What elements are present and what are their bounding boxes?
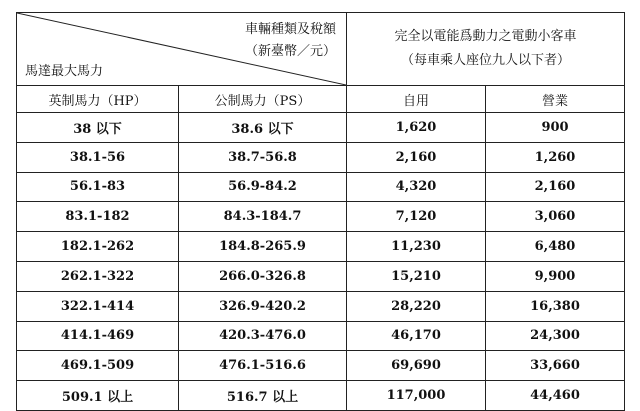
cell-commercial: 1,260 bbox=[486, 142, 625, 172]
cell-hp: 414.1-469 bbox=[17, 321, 179, 351]
col-header-hp: 英制馬力（HP） bbox=[17, 86, 179, 113]
diagonal-header-cell bbox=[17, 13, 347, 86]
cell-commercial: 44,460 bbox=[486, 381, 625, 411]
col-header-ps: 公制馬力（PS） bbox=[179, 86, 347, 113]
table-row bbox=[17, 291, 625, 321]
cell-ps: 516.7 以上 bbox=[179, 381, 347, 411]
cell-ps: 184.8-265.9 bbox=[179, 232, 347, 262]
cell-hp: 509.1 以上 bbox=[17, 381, 179, 411]
cell-commercial: 24,300 bbox=[486, 321, 625, 351]
table-row bbox=[17, 172, 625, 202]
tax-table bbox=[16, 12, 625, 411]
cell-commercial: 33,660 bbox=[486, 351, 625, 381]
cell-private: 7,120 bbox=[347, 202, 486, 232]
vehicle-type-header bbox=[245, 19, 336, 63]
cell-hp: 38.1-56 bbox=[17, 142, 179, 172]
cell-ps: 38.7-56.8 bbox=[179, 142, 347, 172]
table-row bbox=[17, 351, 625, 381]
cell-commercial: 16,380 bbox=[486, 291, 625, 321]
table-row bbox=[17, 142, 625, 172]
cell-commercial: 900 bbox=[486, 113, 625, 143]
table-row bbox=[17, 113, 625, 143]
vehicle-type-label: 車輛種類及稅額 bbox=[244, 22, 336, 37]
currency-label: （新臺幣／元） bbox=[244, 44, 336, 59]
cell-ps: 266.0-326.8 bbox=[179, 261, 347, 291]
ev-header-cell bbox=[347, 13, 625, 86]
tax-table-body bbox=[17, 13, 625, 411]
cell-hp: 322.1-414 bbox=[17, 291, 179, 321]
cell-commercial: 9,900 bbox=[486, 261, 625, 291]
cell-hp: 83.1-182 bbox=[17, 202, 179, 232]
cell-private: 28,220 bbox=[347, 291, 486, 321]
cell-private: 1,620 bbox=[347, 113, 486, 143]
cell-private: 117,000 bbox=[347, 381, 486, 411]
cell-private: 11,230 bbox=[347, 232, 486, 262]
cell-hp: 262.1-322 bbox=[17, 261, 179, 291]
table-row bbox=[17, 381, 625, 411]
cell-commercial: 6,480 bbox=[486, 232, 625, 262]
cell-commercial: 2,160 bbox=[486, 172, 625, 202]
cell-private: 2,160 bbox=[347, 142, 486, 172]
cell-private: 15,210 bbox=[347, 261, 486, 291]
cell-ps: 326.9-420.2 bbox=[179, 291, 347, 321]
table-row bbox=[17, 321, 625, 351]
ev-title: 完全以電能爲動力之電動小客車 bbox=[394, 29, 577, 44]
cell-ps: 420.3-476.0 bbox=[179, 321, 347, 351]
cell-private: 69,690 bbox=[347, 351, 486, 381]
horsepower-label: 馬達最大馬力 bbox=[25, 64, 104, 79]
col-header-commercial: 營業 bbox=[486, 86, 625, 113]
header-row-1 bbox=[17, 13, 625, 86]
cell-hp: 469.1-509 bbox=[17, 351, 179, 381]
cell-commercial: 3,060 bbox=[486, 202, 625, 232]
header-row-2 bbox=[17, 86, 625, 113]
table-row bbox=[17, 232, 625, 262]
cell-ps: 476.1-516.6 bbox=[179, 351, 347, 381]
cell-ps: 38.6 以下 bbox=[179, 113, 347, 143]
table-row bbox=[17, 202, 625, 232]
cell-private: 46,170 bbox=[347, 321, 486, 351]
cell-ps: 56.9-84.2 bbox=[179, 172, 347, 202]
cell-hp: 182.1-262 bbox=[17, 232, 179, 262]
table-row bbox=[17, 261, 625, 291]
cell-hp: 56.1-83 bbox=[17, 172, 179, 202]
cell-private: 4,320 bbox=[347, 172, 486, 202]
ev-subtitle: （每車乘人座位九人以下者） bbox=[401, 53, 571, 68]
cell-hp: 38 以下 bbox=[17, 113, 179, 143]
col-header-private: 自用 bbox=[347, 86, 486, 113]
cell-ps: 84.3-184.7 bbox=[179, 202, 347, 232]
